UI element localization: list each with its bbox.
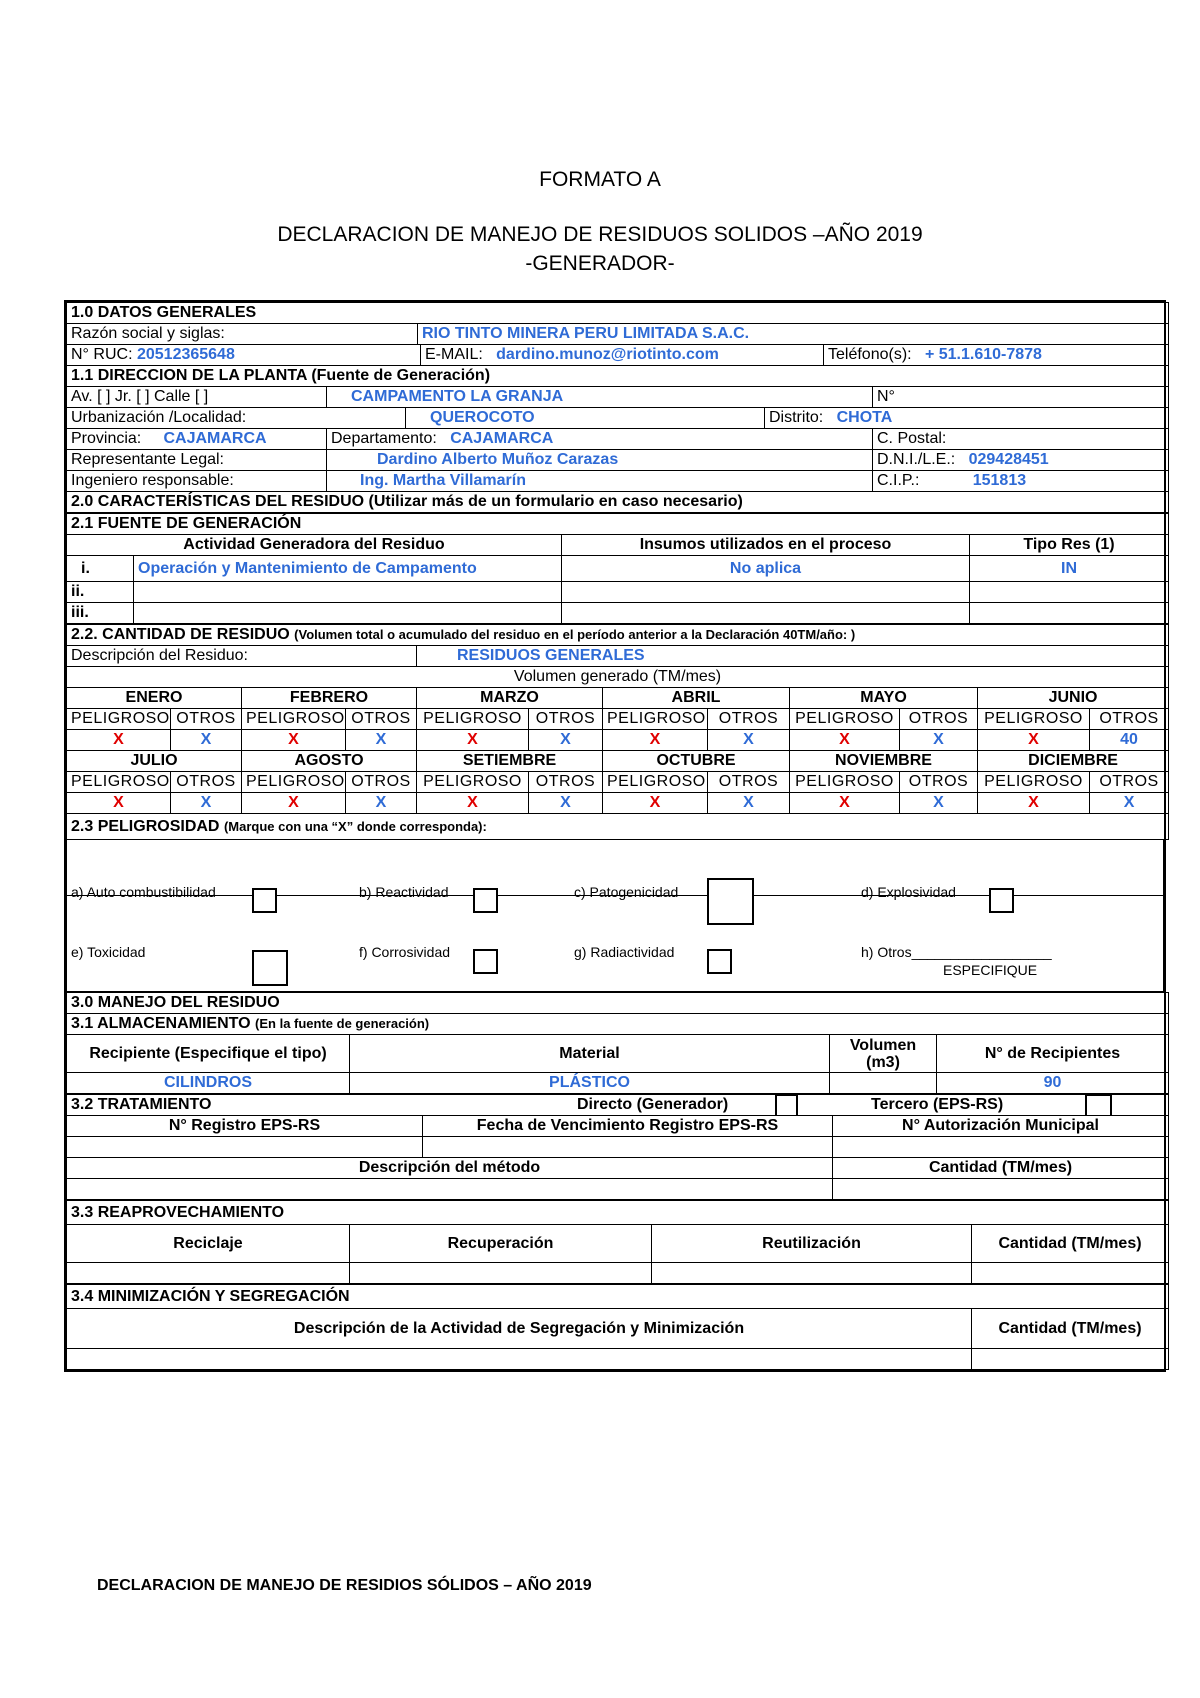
volumen-value xyxy=(830,1073,937,1094)
dni-value: 029428451 xyxy=(968,451,1049,468)
peligroso-label: PELIGROSO xyxy=(242,772,346,793)
urbanizacion-label: Urbanización /Localidad: xyxy=(67,408,406,429)
email-label: E-MAIL: xyxy=(425,346,483,363)
hazard-auto-combustibilidad-label: a) Auto combustibilidad xyxy=(71,884,216,900)
month-header: NOVIEMBRE xyxy=(790,751,978,772)
month-header: AGOSTO xyxy=(242,751,417,772)
volumen-label: Volumen generado (TM/mes) xyxy=(67,667,1169,688)
peligroso-label: PELIGROSO xyxy=(790,709,900,730)
descripcion-label: Descripción del Residuo: xyxy=(67,646,417,667)
otros-label: OTROS xyxy=(1090,709,1169,730)
waste-quantity-table xyxy=(66,624,1169,840)
representante-label: Representante Legal: xyxy=(67,450,327,471)
tipo-residuo-value xyxy=(970,582,1169,603)
registro-eps-value[interactable] xyxy=(67,1137,423,1158)
section-3-1-note: (En la fuente de generación) xyxy=(255,1016,430,1031)
reutilizacion-value[interactable] xyxy=(652,1263,972,1284)
provincia-label: Provincia: xyxy=(71,430,142,447)
month-header: OCTUBRE xyxy=(603,751,790,772)
peligroso-label: PELIGROSO xyxy=(242,709,346,730)
col-insumos: Insumos utilizados en el proceso xyxy=(562,535,970,556)
section-2-1-title: 2.1 FUENTE DE GENERACIÓN xyxy=(67,514,1169,535)
ruc-label: N° RUC: xyxy=(71,346,133,363)
tercero-checkbox[interactable] xyxy=(1085,1095,1112,1116)
col-volumen: Volumen (m3) xyxy=(830,1035,937,1073)
otros-label: OTROS xyxy=(346,772,417,793)
hazard-patogenicidad-label: c) Patogenicidad xyxy=(574,884,679,900)
codigo-postal-label: C. Postal: xyxy=(873,429,1169,450)
col-num-recipientes: N° de Recipientes xyxy=(937,1035,1169,1073)
otros-label: OTROS xyxy=(171,709,242,730)
peligroso-mark: X xyxy=(978,730,1090,751)
metodo-value[interactable] xyxy=(67,1179,833,1200)
email-value: dardino.munoz@riotinto.com xyxy=(496,346,719,363)
hazard-reactividad-checkbox[interactable] xyxy=(473,888,498,913)
col-recipiente: Recipiente (Especifique el tipo) xyxy=(67,1035,350,1073)
month-header: SETIEMBRE xyxy=(417,751,603,772)
ingeniero-value: Ing. Martha Villamarín xyxy=(327,471,873,492)
peligroso-mark: X xyxy=(603,793,708,814)
month-header: FEBRERO xyxy=(242,688,417,709)
peligroso-mark: X xyxy=(67,793,171,814)
section-2-2-note: (Volumen total o acumulado del residuo en el período anterior a la Declaración 40TM/año: ) xyxy=(294,627,856,642)
col-registro-eps: N° Registro EPS-RS xyxy=(67,1116,423,1137)
insumos-value xyxy=(562,582,970,603)
section-2-3-title: 2.3 PELIGROSIDAD xyxy=(71,817,220,835)
departamento-value: CAJAMARCA xyxy=(450,430,554,447)
distrito-value: CHOTA xyxy=(836,409,893,426)
tipo-residuo-value xyxy=(970,603,1169,624)
col-metodo: Descripción del método xyxy=(67,1158,833,1179)
peligroso-mark: X xyxy=(242,730,346,751)
peligroso-mark: X xyxy=(242,793,346,814)
insumos-value xyxy=(562,603,970,624)
via-value: CAMPAMENTO LA GRANJA xyxy=(327,387,873,408)
otros-label: OTROS xyxy=(529,772,603,793)
tipo-residuo-value: IN xyxy=(970,556,1169,582)
generation-source-table xyxy=(66,513,1169,624)
actividad-value: Operación y Mantenimiento de Campamento xyxy=(134,556,562,582)
otros-mark: X xyxy=(346,793,417,814)
directo-label: Directo (Generador) xyxy=(577,1096,729,1113)
treatment-table xyxy=(66,1094,1169,1200)
hazard-toxicidad-checkbox[interactable] xyxy=(252,950,288,986)
otros-label: OTROS xyxy=(171,772,242,793)
reuse-table xyxy=(66,1200,1169,1284)
hazard-explosividad-checkbox[interactable] xyxy=(989,888,1014,913)
col-fecha-vencimiento: Fecha de Vencimiento Registro EPS-RS xyxy=(423,1116,833,1137)
row-number: ii. xyxy=(67,582,134,603)
storage-table xyxy=(66,992,1169,1094)
peligroso-mark: X xyxy=(790,730,900,751)
col-cantidad: Cantidad (TM/mes) xyxy=(972,1309,1169,1349)
col-segregacion: Descripción de la Actividad de Segregación y Minimización xyxy=(67,1309,972,1349)
representante-value: Dardino Alberto Muñoz Carazas xyxy=(327,450,873,471)
otros-label: OTROS xyxy=(900,709,978,730)
ingeniero-label: Ingeniero responsable: xyxy=(67,471,327,492)
peligroso-mark: X xyxy=(790,793,900,814)
otros-mark: X xyxy=(1090,793,1169,814)
actividad-value xyxy=(134,603,562,624)
section-3-title: 3.0 MANEJO DEL RESIDUO xyxy=(67,993,1169,1014)
hazard-otros-label[interactable]: h) Otros__________________ xyxy=(861,944,1052,960)
hazard-corrosividad-checkbox[interactable] xyxy=(473,949,498,974)
otros-mark: X xyxy=(900,793,978,814)
section-1-title: 1.0 DATOS GENERALES xyxy=(67,303,1169,324)
telefono-value: + 51.1.610-7878 xyxy=(924,346,1042,363)
otros-mark: X xyxy=(900,730,978,751)
otros-label: OTROS xyxy=(708,772,790,793)
otros-label: OTROS xyxy=(900,772,978,793)
otros-mark: X xyxy=(708,793,790,814)
minimization-table xyxy=(66,1284,1169,1370)
segregacion-value[interactable] xyxy=(67,1349,972,1370)
autorizacion-value[interactable] xyxy=(833,1137,1169,1158)
peligroso-mark: X xyxy=(67,730,171,751)
col-material: Material xyxy=(350,1035,830,1073)
hazard-reactividad-label: b) Reactividad xyxy=(359,884,449,900)
peligroso-label: PELIGROSO xyxy=(417,709,529,730)
peligroso-mark: X xyxy=(417,730,529,751)
cantidad-value[interactable] xyxy=(972,1263,1169,1284)
ruc-value: 20512365648 xyxy=(136,346,235,363)
actividad-value xyxy=(134,582,562,603)
recuperacion-value[interactable] xyxy=(350,1263,652,1284)
otros-mark: 40 xyxy=(1090,730,1169,751)
reciclaje-value[interactable] xyxy=(67,1263,350,1284)
month-header: MARZO xyxy=(417,688,603,709)
month-header: ENERO xyxy=(67,688,242,709)
col-autorizacion-municipal: N° Autorización Municipal xyxy=(833,1116,1169,1137)
hazard-explosividad-label: d) Explosividad xyxy=(861,884,956,900)
otros-mark: X xyxy=(171,793,242,814)
hazard-toxicidad-label: e) Toxicidad xyxy=(71,944,146,960)
provincia-value: CAJAMARCA xyxy=(163,430,267,447)
otros-mark: X xyxy=(529,793,603,814)
otros-label: OTROS xyxy=(1090,772,1169,793)
insumos-value: No aplica xyxy=(562,556,970,582)
form-code: FORMATO A xyxy=(539,168,661,191)
peligroso-label: PELIGROSO xyxy=(790,772,900,793)
material-value: PLÁSTICO xyxy=(350,1073,830,1094)
distrito-label: Distrito: xyxy=(769,409,824,426)
peligroso-label: PELIGROSO xyxy=(603,772,708,793)
num-recipientes-value: 90 xyxy=(937,1073,1169,1094)
page-footer: DECLARACION DE MANEJO DE RESIDIOS SÓLIDOS – AÑO 2019 xyxy=(97,1577,592,1594)
directo-checkbox[interactable] xyxy=(775,1095,798,1116)
peligroso-label: PELIGROSO xyxy=(67,709,171,730)
otros-mark: X xyxy=(346,730,417,751)
declaration-form xyxy=(64,300,1166,1372)
numero-label: N° xyxy=(873,387,1169,408)
hazard-area xyxy=(66,840,1164,992)
hazard-auto-combustibilidad-checkbox[interactable] xyxy=(252,888,277,913)
dni-label: D.N.I./L.E.: xyxy=(877,451,956,468)
cantidad-value[interactable] xyxy=(833,1179,1169,1200)
peligroso-mark: X xyxy=(603,730,708,751)
section-2-3-note: (Marque con una “X” donde corresponda): xyxy=(223,818,487,834)
telefono-label: Teléfono(s): xyxy=(828,346,912,363)
cantidad-value[interactable] xyxy=(972,1349,1169,1370)
hazard-corrosividad-label: f) Corrosividad xyxy=(359,944,451,960)
razon-social-value: RIO TINTO MINERA PERU LIMITADA S.A.C. xyxy=(422,325,750,342)
otros-mark: X xyxy=(171,730,242,751)
page-title: DECLARACION DE MANEJO DE RESIDUOS SOLIDOS –AÑO 2019 xyxy=(277,223,923,246)
razon-social-label: Razón social y siglas: xyxy=(67,324,418,345)
peligroso-label: PELIGROSO xyxy=(978,709,1090,730)
section-1-1-note: (Fuente de Generación) xyxy=(311,367,491,384)
month-header: JUNIO xyxy=(978,688,1169,709)
hazard-radiactividad-checkbox[interactable] xyxy=(707,949,732,974)
row-number: iii. xyxy=(67,603,134,624)
departamento-label: Departamento: xyxy=(331,430,437,447)
month-header: MAYO xyxy=(790,688,978,709)
month-header: ABRIL xyxy=(603,688,790,709)
especifique-label: ESPECIFIQUE xyxy=(943,962,1038,978)
cip-label: C.I.P.: xyxy=(877,472,920,489)
col-tipo-residuo: Tipo Res (1) xyxy=(970,535,1169,556)
general-data-table xyxy=(66,302,1169,513)
peligroso-mark: X xyxy=(978,793,1090,814)
peligroso-label: PELIGROSO xyxy=(417,772,529,793)
col-recuperacion: Recuperación xyxy=(350,1225,652,1263)
otros-label: OTROS xyxy=(708,709,790,730)
col-cantidad: Cantidad (TM/mes) xyxy=(972,1225,1169,1263)
month-header: JULIO xyxy=(67,751,242,772)
otros-label: OTROS xyxy=(346,709,417,730)
tercero-label: Tercero (EPS-RS) xyxy=(871,1096,1004,1113)
col-actividad: Actividad Generadora del Residuo xyxy=(67,535,562,556)
via-label: Av. [ ] Jr. [ ] Calle [ ] xyxy=(67,387,327,408)
section-3-4-title: 3.4 MINIMIZACIÓN Y SEGREGACIÓN xyxy=(67,1285,1169,1309)
recipiente-value: CILINDROS xyxy=(67,1073,350,1094)
col-reciclaje: Reciclaje xyxy=(67,1225,350,1263)
peligroso-label: PELIGROSO xyxy=(67,772,171,793)
month-header: DICIEMBRE xyxy=(978,751,1169,772)
page-subtitle: -GENERADOR- xyxy=(525,252,675,275)
otros-mark: X xyxy=(529,730,603,751)
otros-label: OTROS xyxy=(529,709,603,730)
peligroso-mark: X xyxy=(417,793,529,814)
cip-value: 151813 xyxy=(972,472,1027,489)
section-2-2-title: 2.2. CANTIDAD DE RESIDUO xyxy=(71,626,290,643)
col-cantidad: Cantidad (TM/mes) xyxy=(833,1158,1169,1179)
peligroso-label: PELIGROSO xyxy=(978,772,1090,793)
section-3-3-title: 3.3 REAPROVECHAMIENTO xyxy=(67,1201,1169,1225)
descripcion-value: RESIDUOS GENERALES xyxy=(417,646,1169,667)
urbanizacion-value: QUEROCOTO xyxy=(406,408,765,429)
hazard-patogenicidad-checkbox[interactable] xyxy=(707,878,754,925)
fecha-vencimiento-value[interactable] xyxy=(423,1137,833,1158)
otros-mark: X xyxy=(708,730,790,751)
section-2-title: 2.0 CARACTERÍSTICAS DEL RESIDUO (Utilizar más de un formulario en caso necesario) xyxy=(67,492,1169,513)
section-3-1-title: 3.1 ALMACENAMIENTO xyxy=(71,1015,251,1032)
col-reutilizacion: Reutilización xyxy=(652,1225,972,1263)
peligroso-label: PELIGROSO xyxy=(603,709,708,730)
section-3-2-title: 3.2 TRATAMIENTO xyxy=(71,1096,212,1113)
row-number: i. xyxy=(67,556,134,582)
hazard-radiactividad-label: g) Radiactividad xyxy=(574,944,675,960)
section-1-1-title: 1.1 DIRECCION DE LA PLANTA xyxy=(71,367,307,384)
